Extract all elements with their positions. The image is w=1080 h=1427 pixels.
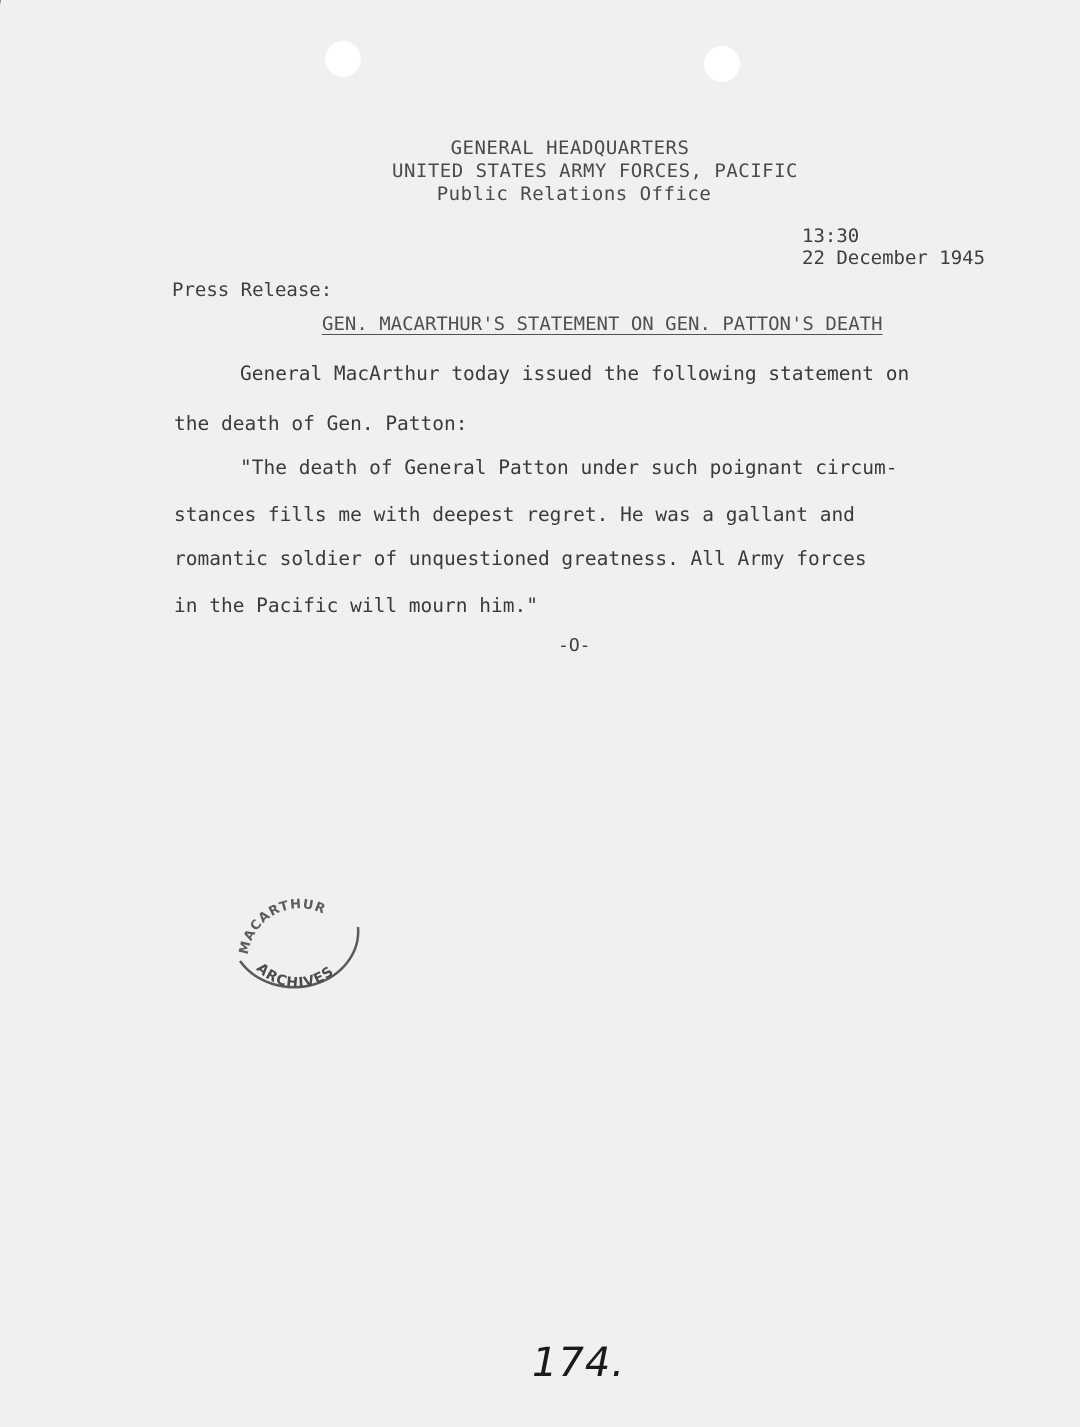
release-time: 13:30 (802, 225, 860, 247)
svg-text:MACARTHUR (237, 897, 328, 956)
body-line: General MacArthur today issued the following statement on (240, 362, 910, 385)
punch-hole-right (703, 45, 741, 83)
archives-stamp (226, 883, 366, 1003)
body-line: the death of Gen. Patton: (174, 412, 468, 435)
end-mark: -O- (558, 635, 591, 656)
corner-pencil-mark (0, 0, 11, 40)
document-title: GEN. MACARTHUR'S STATEMENT ON GEN. PATTON'S DEATH (322, 313, 883, 335)
body-line: stances fills me with deepest regret. He was a gallant and (174, 503, 855, 526)
stamp-top-text: MACARTHUR (236, 897, 329, 956)
header-org: GENERAL HEADQUARTERS (450, 137, 690, 159)
body-line: "The death of General Patton under such poignant circum- (240, 456, 898, 479)
stamp-bottom-text: ARCHIVES (253, 960, 338, 992)
header-office: Public Relations Office (436, 183, 712, 205)
header-command: UNITED STATES ARMY FORCES, PACIFIC (392, 160, 798, 182)
press-release-label: Press Release: (172, 279, 333, 301)
body-line: in the Pacific will mourn him." (174, 594, 538, 617)
body-line: romantic soldier of unquestioned greatness. All Army forces (174, 547, 867, 570)
page-number: 174. (532, 1340, 626, 1386)
release-date: 22 December 1945 (802, 247, 986, 269)
punch-hole-left (324, 40, 362, 78)
svg-text:ARCHIVES (253, 960, 337, 991)
